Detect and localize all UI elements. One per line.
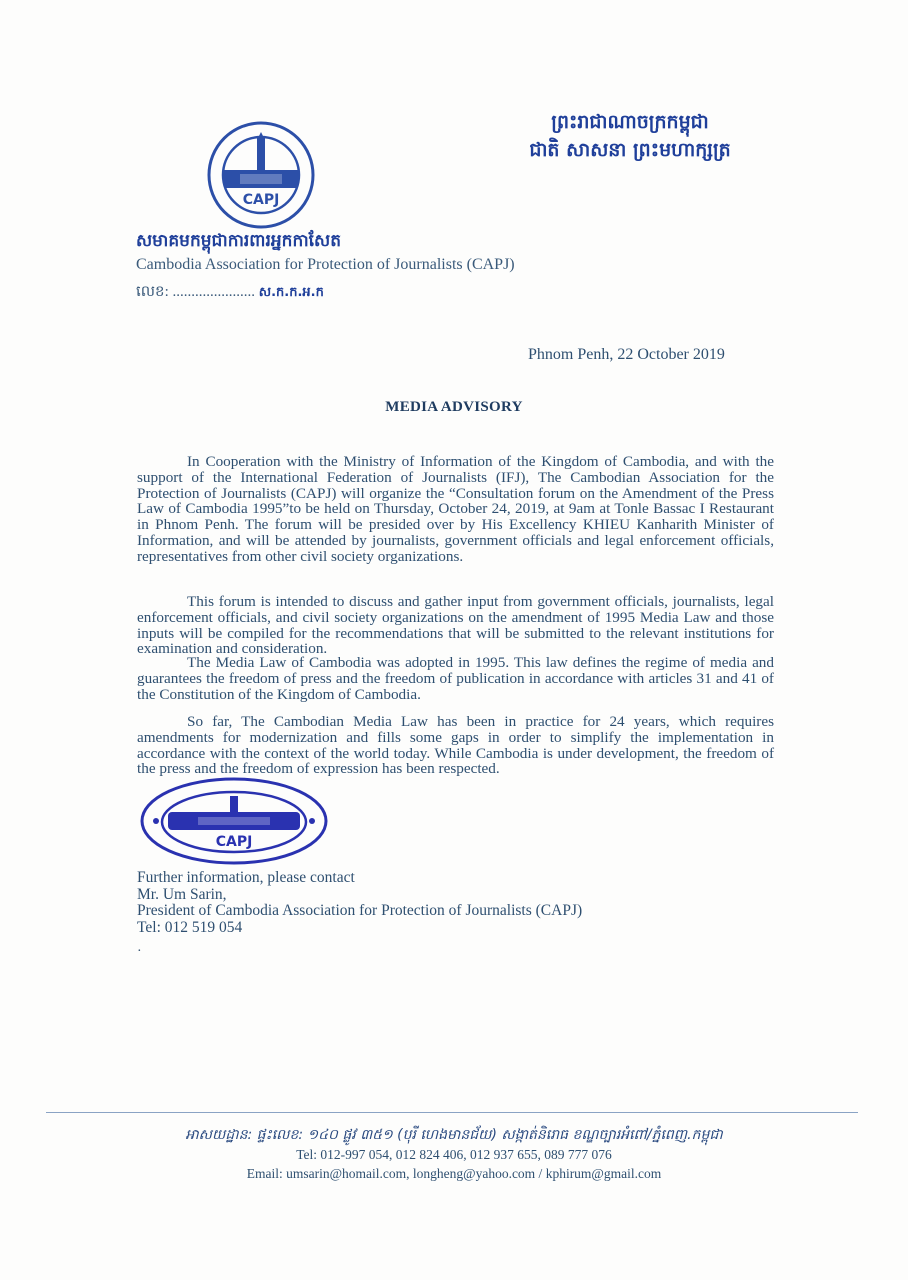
paragraph <box>137 655 774 702</box>
org-name-khmer: សមាគមកម្ពុជាការពារអ្នកកាសែត <box>136 231 342 251</box>
reference-number <box>136 282 324 304</box>
paragraph-text: So far, The Cambodian Media Law has been in practice for 24 years, which requires amendments for modernization and fills some gaps in order to simplify the implementation in accordance with the context of the world today. While Cambodia is under development, the freedom of the press and the freedom of expression has been respected. <box>137 713 774 778</box>
paragraph-text: The Media Law of Cambodia was adopted in 1995. This law defines the regime of media and guarantees the freedom of press and the freedom of publication in accordance with articles 31 and 41 of the Constitution of the Kingdom of Cambodia. <box>137 654 774 703</box>
ref-label: លេខ: ...................... <box>136 284 255 300</box>
org-name-english: Cambodia Association for Protection of Journalists (CAPJ) <box>136 256 515 273</box>
contact-tel: Tel: 012 519 054 <box>137 918 243 936</box>
official-stamp-icon <box>138 776 330 866</box>
footer-divider <box>46 1112 858 1113</box>
kingdom-motto <box>500 108 760 164</box>
stamp-text: CAPJ <box>215 834 253 850</box>
contact-intro: Further information, please contact <box>137 869 355 886</box>
stray-dot: · <box>137 944 142 959</box>
ref-code: ស.ក.ក.អ.ក <box>258 285 324 300</box>
paragraph-text: This forum is intended to discuss and gather input from government officials, journalists, legal enforcement officials, and civil society organizations on the amendment of 1995 Media Law and those inputs will be compiled for the recommendations that will be submitted to the relevant institutions for examination and consideration. <box>137 593 774 658</box>
paragraph-text: In Cooperation with the Ministry of Information of the Kingdom of Cambodia, and with the support of the International Federation of Journalists (IFJ), The Cambodian Association for the Protection of Journalists (CAPJ) will organize the “Consultation forum on the Amendment of the Press Law of Cambodia 1995”to be held on Thursday, October 24, 2019, at 9am at Tonle Bassac I Restaurant in Phnom Penh. The forum will be presided over by His Excellency KHIEU Kanharith Minister of Information, and will be attended by journalists, government officials and legal enforcement officials, representatives from other civil society organizations. <box>137 453 774 565</box>
paragraph <box>137 454 774 565</box>
footer-email: Email: umsarin@homail.com, longheng@yahoo.com / kphirum@gmail.com <box>246 1166 662 1181</box>
capj-logo-icon <box>206 120 316 230</box>
paragraph <box>137 594 774 657</box>
kingdom-line-2: ជាតិ សាសនា ព្រះមហាក្សត្រ <box>529 139 731 161</box>
logo-text: CAPJ <box>242 192 280 208</box>
paragraph <box>137 714 774 777</box>
footer-tel: Tel: 012-997 054, 012 824 406, 012 937 655, 089 777 076 <box>296 1147 612 1162</box>
document-title: MEDIA ADVISORY <box>385 399 523 415</box>
contact-block <box>137 870 582 936</box>
kingdom-line-1: ព្រះរាជាណាចក្រកម្ពុជា <box>551 111 709 133</box>
footer-address: អាសយដ្ឋាន: ផ្ទះលេខ: ១៤០ ផ្លូវ ៣៥១ (បុរី ហេងមានជ័យ) សង្កាត់និរោធ ខណ្ឌច្បារអំពៅ/ភ្នំពេញ.កម្ពុជា <box>185 1127 723 1143</box>
footer <box>0 1126 908 1183</box>
contact-name: Mr. Um Sarin, <box>137 885 227 903</box>
contact-title: President of Cambodia Association for Protection of Journalists (CAPJ) <box>137 902 583 919</box>
date-line: Phnom Penh, 22 October 2019 <box>528 346 725 363</box>
